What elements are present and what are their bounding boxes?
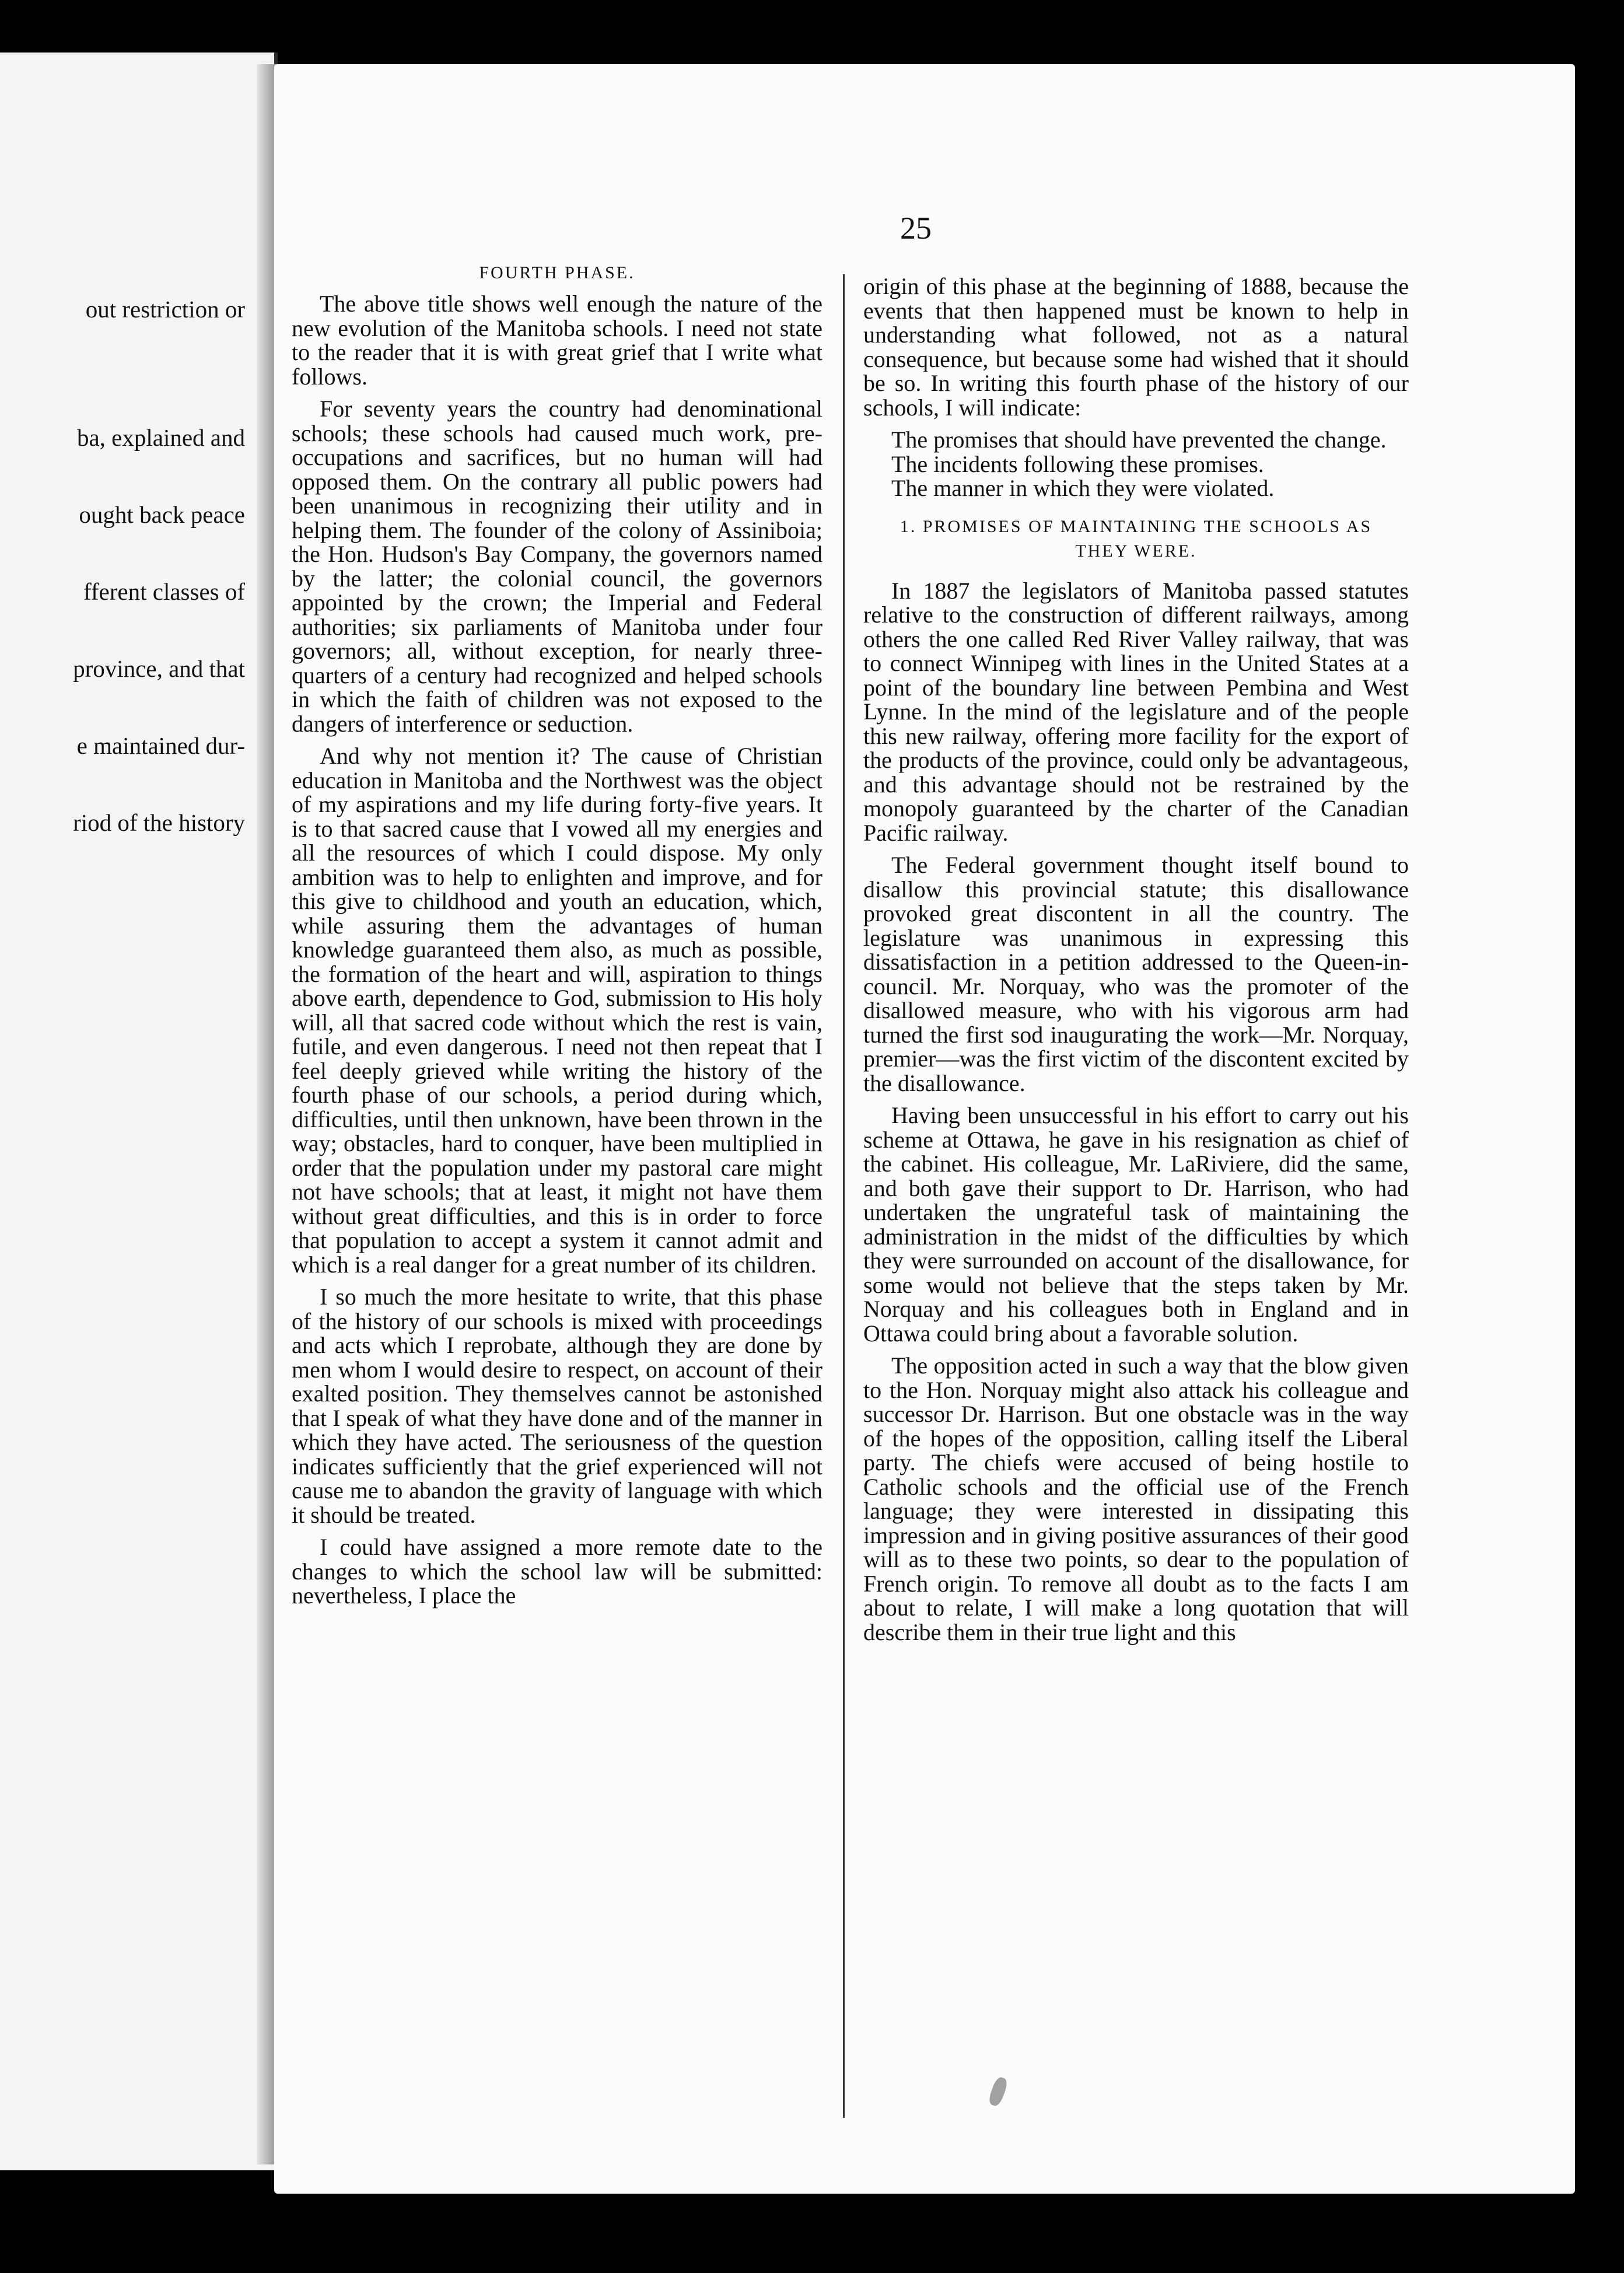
facing-page-line: e maintained dur- [76, 732, 245, 759]
facing-page-line: ought back peace [79, 501, 245, 528]
facing-page-text [0, 245, 245, 887]
list-item: The manner in which they were violated. [891, 475, 1275, 501]
paragraph: I could have assigned a more remote date to the changes to which the school law will be submitted: nevertheless, I place the [292, 1534, 822, 1608]
facing-page-line: ba, explained and [76, 424, 245, 451]
paragraph: The opposition acted in such a way that the blow given to the Hon. Norquay might also attack his colleague and successor Dr. Harrison. But one obstacle was in the way of the hopes of the opposition, calling itself the Liberal party. The chiefs were accused of being hostile to Catholic schools and the official use of the French language; they were interested in dissipating this impression and in giving positive assurances of their good will as to these two points, so dear to the population of French origin. To remove all doubt as to the facts I am about to relate, I will make a long quotation that will describe them in their true light and this [863, 1352, 1409, 1645]
facing-page-line: province, and that [73, 655, 245, 682]
facing-page-fragment [0, 53, 278, 2170]
facing-page-line: out restriction or [85, 296, 245, 323]
paragraph: In 1887 the legislators of Manitoba passed statutes relative to the construction of different railways, among others the one called Red River Valley railway, that was to connect Winnipeg with lines in the United States at a point of the boundary line between Pembina and West Lynne. In the mind of the legislature and of the people this new railway, offering more facility for the export of the products of the province, could only be advantageous, and this advantage should not be restrained by the monopoly guaranteed by the charter of the Canadian Pacific railway. [863, 577, 1409, 846]
page-25 [274, 64, 1575, 2194]
subsection-heading-promises: 1. PROMISES OF MAINTAINING THE SCHOOLS AS THEY WERE. [900, 516, 1373, 561]
left-text-column [292, 257, 822, 1616]
list-item: The incidents following these promises. [891, 450, 1264, 477]
right-text-column [863, 274, 1409, 1652]
list-item: The promises that should have prevented the change. [891, 426, 1387, 453]
facing-page-line: riod of the history [73, 809, 245, 836]
paragraph: Having been unsuccessful in his effort to carry out his scheme at Ottawa, he gave in his resignation as chief of the cabinet. His colleague, Mr. LaRiviere, did the same, and both gave their support to Dr. Harrison, who had undertaken the ungrateful task of maintaining the administration in the midst of the difficulties by which they were surrounded on account of the disallowance, for some would not believe that the steps taken by Mr. Norquay and his colleagues both in England and in Ottawa could bring about a favorable solution. [863, 1102, 1409, 1347]
ink-smudge [987, 2076, 1009, 2108]
paragraph: And why not mention it? The cause of Christian education in Manitoba and the Northwest was the object of my aspirations and my life during forty-five years. It is to that sacred cause that I vowed all my energies and all the resources of which I could dispose. My only ambition was to help to enlighten and improve, and for this give to childhood and youth an education, which, while assuring them the advantages of human knowledge guaranteed them also, as much as possible, the formation of the heart and will, aspiration to things above earth, dependence to God, submission to His holy will, all that sacred code without which the rest is vain, futile, and even dangerous. I need not then repeat that I feel deeply grieved while writing the history of the fourth phase of our schools, a period during which, difficulties, until then unknown, have been thrown in the way; obstacles, hard to conquer, have been multiplied in order that the population under my pastoral care might not have schools; that at least, it might not have them without great difficulties, and this is in order to force that population to accept a system it cannot admit and which is a real danger for a great number of its children. [292, 743, 822, 1278]
facing-page-line: fferent classes of [83, 578, 245, 605]
paragraph: The Federal government thought itself bound to disallow this provincial statute; this disallowance provoked great discontent in all the country. The legislature was unanimous in expressing this dissatisfaction in a petition addressed to the Queen-in-council. Mr. Norquay, who was the promoter of the disallowed measure, who with his vigorous arm had turned the first sod inaugurating the work—Mr. Norquay, premier—was the first victim of the discontent excited by the disallowance. [863, 852, 1409, 1096]
paragraph-continued: origin of this phase at the beginning of 1888, because the events that then happened must be known to help in understanding what followed, not as a natural consequence, but because some had wished that it should be so. In writing this fourth phase of the history of our schools, I will indicate: [863, 273, 1409, 421]
column-divider [843, 274, 845, 2118]
page-number: 25 [900, 211, 932, 246]
paragraph: The above title shows well enough the nature of the new evolution of the Manitoba schools. I need not state to the reader that it is with great grief that I write what follows. [292, 291, 822, 390]
paragraph: I so much the more hesitate to write, that this phase of the history of our schools is mixed with proceedings and acts which I reprobate, although they are done by men whom I would desire to respect, on account of their exalted position. They themselves cannot be astonished that I speak of what they have done and of the manner in which they have acted. The seriousness of the question indicates sufficiently that the grief experienced will not cause me to abandon the gravity of language with which it should be treated. [292, 1284, 822, 1528]
paragraph: For seventy years the country had denominational schools; these schools had caused much work, pre-occupations and sacrifices, but no human will had opposed them. On the contrary all public powers had been unanimous in recognizing their utility and in helping them. The founder of the colony of Assiniboia; the Hon. Hudson's Bay Company, the governors named by the latter; the colonial council, the governors appointed by the crown; the Imperial and Federal authorities; six parliaments of Manitoba under four governors; all, without exception, for nearly three-quarters of a century had recognized and helped schools in which the faith of children was not exposed to the dangers of interference or seduction. [292, 396, 822, 737]
section-heading-fourth-phase: FOURTH PHASE. [479, 263, 635, 282]
